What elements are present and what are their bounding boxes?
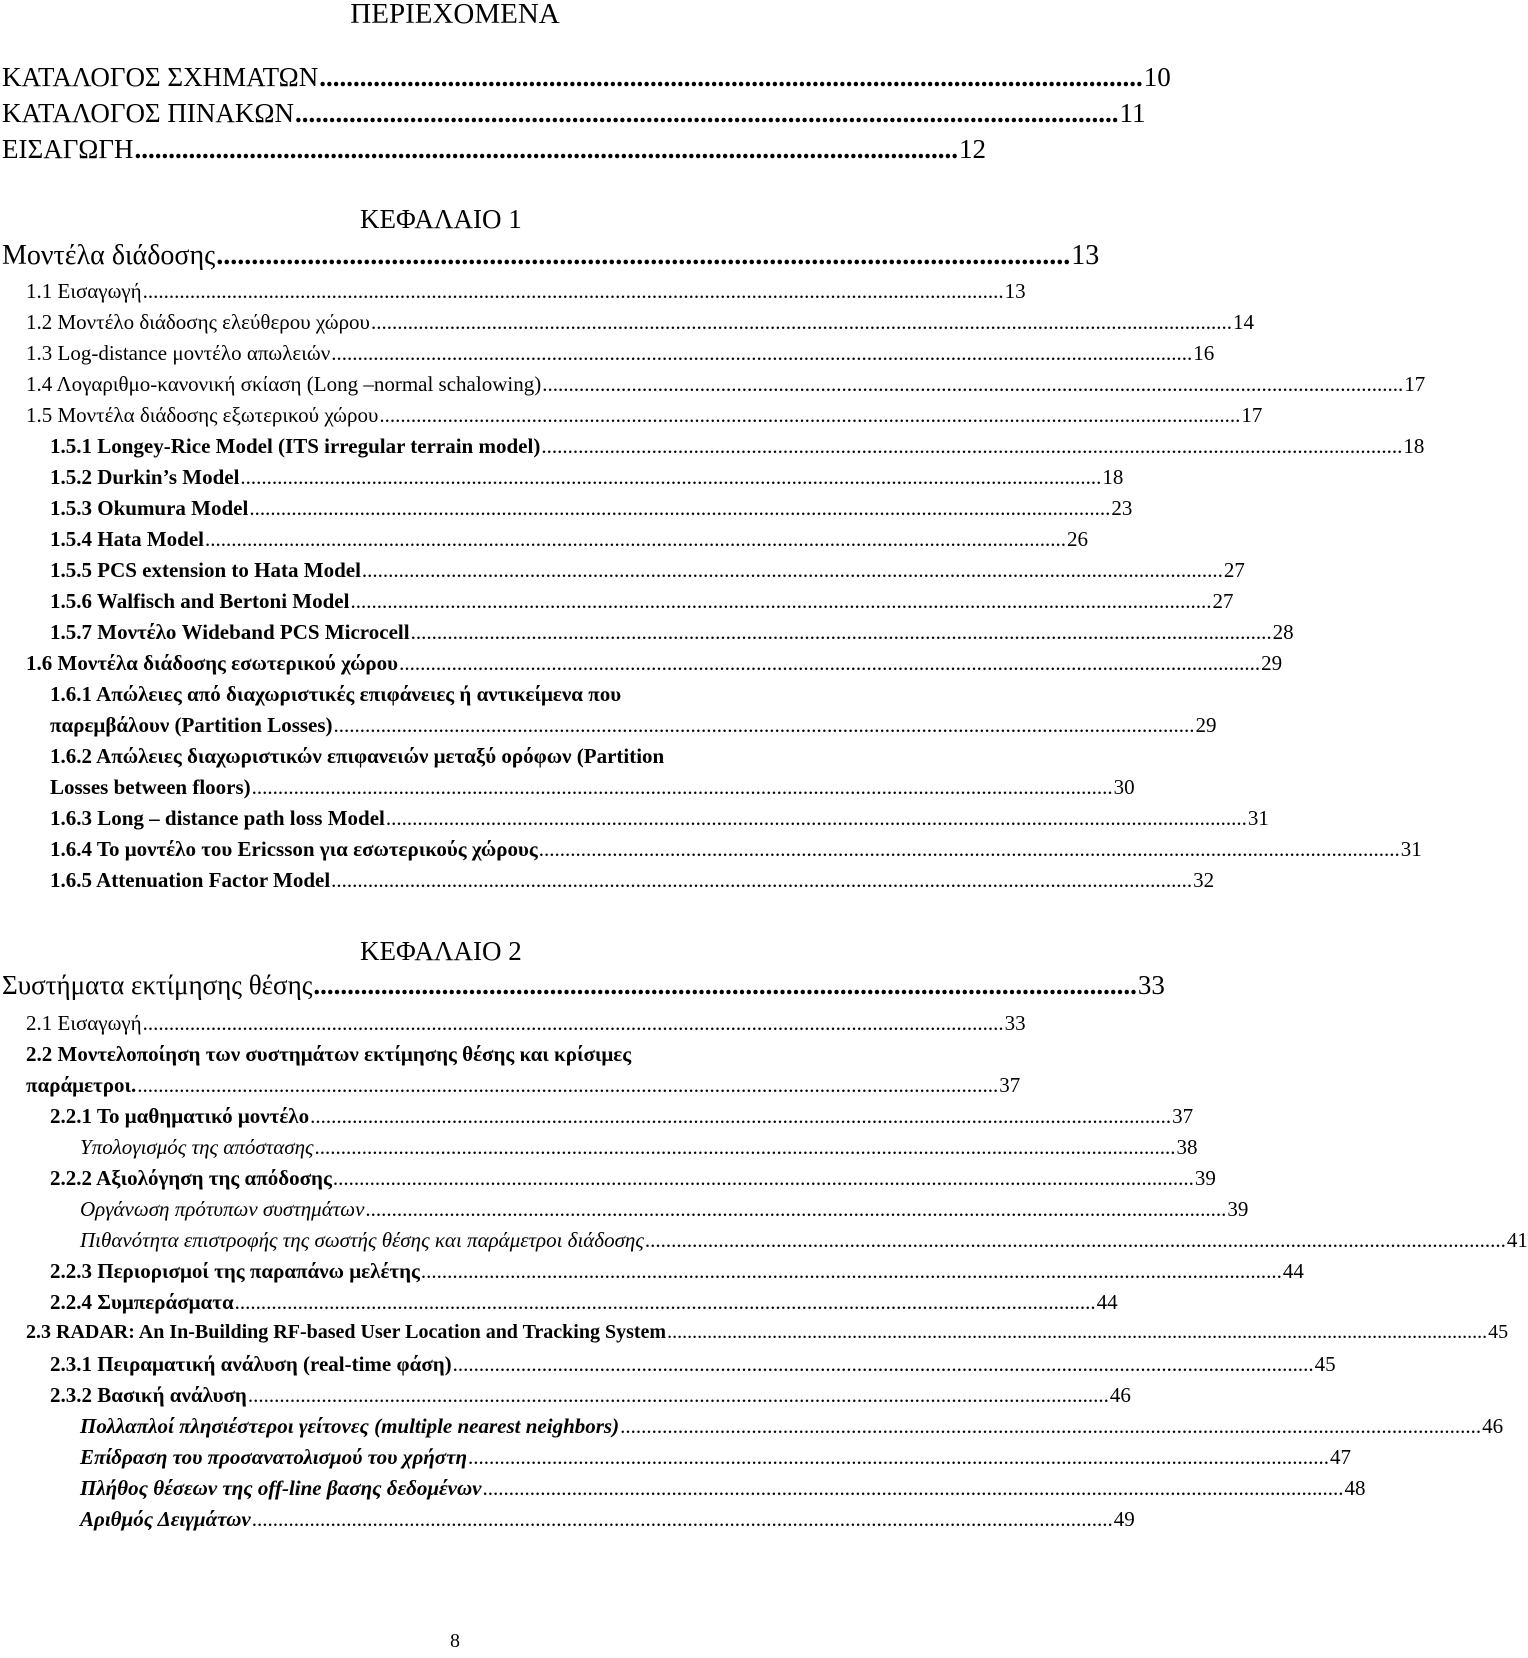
toc-entry[interactable]: Οργάνωση πρότυπων συστημάτων .................................................................................................................................................................... 39 — [80, 1197, 1249, 1221]
toc-entry-list-of-figures[interactable]: ΚΑΤΑΛΟΓΟΣ ΣΧΗΜΑΤΩΝ .......................................................................................................................... 10 — [2, 62, 1171, 92]
toc-entry[interactable]: 1.5.5 PCS extension to Hata Model .................................................................................................................................................................... 27 — [50, 558, 1245, 582]
toc-entry[interactable]: Losses between floors) .................................................................................................................................................................... 30 — [50, 775, 1135, 799]
toc-entry-line[interactable]: 1.6.2 Απώλειες διαχωριστικών επιφανειών μεταξύ ορόφων (Partition — [50, 744, 665, 768]
toc-entry-chapter-2-title[interactable]: Συστήματα εκτίμησης θέσης .......................................................................................................................... 33 — [2, 970, 1165, 1000]
toc-entry-line[interactable]: 1.6.1 Απώλειες από διαχωριστικές επιφάνειες ή αντικείμενα που — [50, 682, 622, 706]
toc-entry[interactable]: 1.5.7 Μοντέλο Wideband PCS Microcell .................................................................................................................................................................... 28 — [50, 620, 1294, 644]
toc-entry[interactable]: 1.5.1 Longey-Rice Model (ITS irregular terrain model) .................................................................................................................................................................... 18 — [50, 434, 1425, 458]
toc-entry[interactable]: 2.2.3 Περιορισμοί της παραπάνω μελέτης .................................................................................................................................................................... 44 — [50, 1259, 1304, 1283]
chapter-2-heading: ΚΕΦΑΛΑΙΟ 2 — [360, 936, 522, 966]
toc-entry[interactable]: Επίδραση του προσανατολισμού του χρήστη .................................................................................................................................................................... 47 — [80, 1445, 1351, 1469]
toc-entry[interactable]: παράμετροι. .................................................................................................................................................................... 37 — [26, 1073, 1021, 1097]
toc-entry[interactable]: 2.3.2 Βασική ανάλυση .................................................................................................................................................................... 46 — [50, 1383, 1131, 1407]
toc-entry[interactable]: 2.2.1 Το μαθηματικό μοντέλο .................................................................................................................................................................... 37 — [50, 1104, 1194, 1128]
chapter-1-heading: ΚΕΦΑΛΑΙΟ 1 — [360, 204, 522, 234]
page-number: 8 — [450, 1630, 460, 1652]
toc-entry[interactable]: 1.5.2 Durkin’s Model .................................................................................................................................................................... 18 — [50, 465, 1124, 489]
toc-entry[interactable]: 1.5.6 Walfisch and Bertoni Model .................................................................................................................................................................... 27 — [50, 589, 1234, 613]
toc-entry[interactable]: 1.5.3 Okumura Model .................................................................................................................................................................... 23 — [50, 496, 1133, 520]
toc-entry[interactable]: Υπολογισμός της απόστασης .................................................................................................................................................................... 38 — [80, 1135, 1198, 1159]
toc-entry[interactable]: 2.2.4 Συμπεράσματα .................................................................................................................................................................... 44 — [50, 1290, 1118, 1314]
toc-entry[interactable]: Αριθμός Δειγμάτων .................................................................................................................................................................... 49 — [80, 1507, 1135, 1531]
toc-entry-chapter-1-title[interactable]: Μοντέλα διάδοσης .......................................................................................................................... 13 — [2, 240, 1100, 271]
page-title: ΠΕΡΙΕΧΟΜΕΝΑ — [350, 0, 560, 30]
toc-entry-list-of-tables[interactable]: ΚΑΤΑΛΟΓΟΣ ΠΙΝΑΚΩΝ .......................................................................................................................... 11 — [2, 98, 1146, 128]
toc-entry[interactable]: 1.6.3 Long – distance path loss Model .................................................................................................................................................................... 31 — [50, 806, 1269, 830]
toc-entry[interactable]: Πιθανότητα επιστροφής της σωστής θέσης και παράμετροι διάδοσης .................................................................................................................................................................... 41 — [80, 1228, 1528, 1252]
toc-entry-introduction[interactable]: ΕΙΣΑΓΩΓΗ .......................................................................................................................... 12 — [2, 134, 986, 164]
toc-entry[interactable]: 1.5 Μοντέλα διάδοσης εξωτερικού χώρου .................................................................................................................................................................... 17 — [26, 403, 1263, 427]
toc-entry[interactable]: 1.4 Λογαριθμο-κανονική σκίαση (Long –normal schalowing) .................................................................................................................................................................... 17 — [26, 372, 1426, 396]
toc-entry[interactable]: Πλήθος θέσεων της off-line βασης δεδομένων .................................................................................................................................................................... 48 — [80, 1476, 1366, 1500]
toc-entry[interactable]: 1.2 Μοντέλο διάδοσης ελεύθερου χώρου .................................................................................................................................................................... 14 — [26, 310, 1254, 334]
toc-entry[interactable]: 1.6.5 Attenuation Factor Model .................................................................................................................................................................... 32 — [50, 868, 1215, 892]
toc-entry[interactable]: 1.6.4 Το μοντέλο του Ericsson για εσωτερικούς χώρους .................................................................................................................................................................... 31 — [50, 837, 1422, 861]
toc-entry[interactable]: 1.1 Εισαγωγή .................................................................................................................................................................... 13 — [26, 279, 1026, 303]
toc-entry[interactable]: 2.3.1 Πειραματική ανάλυση (real-time φάση) .................................................................................................................................................................... 45 — [50, 1352, 1336, 1376]
toc-entry[interactable]: Πολλαπλοί πλησιέστεροι γείτονες (multiple nearest neighbors) .................................................................................................................................................................... 46 — [80, 1414, 1504, 1438]
toc-entry[interactable]: 1.5.4 Hata Model .................................................................................................................................................................... 26 — [50, 527, 1088, 551]
toc-entry[interactable]: 1.3 Log-distance μοντέλο απωλειών .................................................................................................................................................................... 16 — [26, 341, 1215, 365]
toc-entry[interactable]: 2.3 RADAR: An In-Building RF-based User Location and Tracking System .................................................................................................................................................................... 45 — [26, 1321, 1509, 1343]
toc-entry[interactable]: παρεμβάλουν (Partition Losses) .................................................................................................................................................................... 29 — [50, 713, 1217, 737]
toc-entry[interactable]: 1.6 Μοντέλα διάδοσης εσωτερικού χώρου .................................................................................................................................................................... 29 — [26, 651, 1283, 675]
toc-entry[interactable]: 2.2.2 Αξιολόγηση της απόδοσης .................................................................................................................................................................... 39 — [50, 1166, 1216, 1190]
toc-entry[interactable]: 2.1 Εισαγωγή .................................................................................................................................................................... 33 — [26, 1011, 1026, 1035]
toc-entry-line[interactable]: 2.2 Μοντελοποίηση των συστημάτων εκτίμησης θέσης και κρίσιμες — [26, 1042, 632, 1066]
